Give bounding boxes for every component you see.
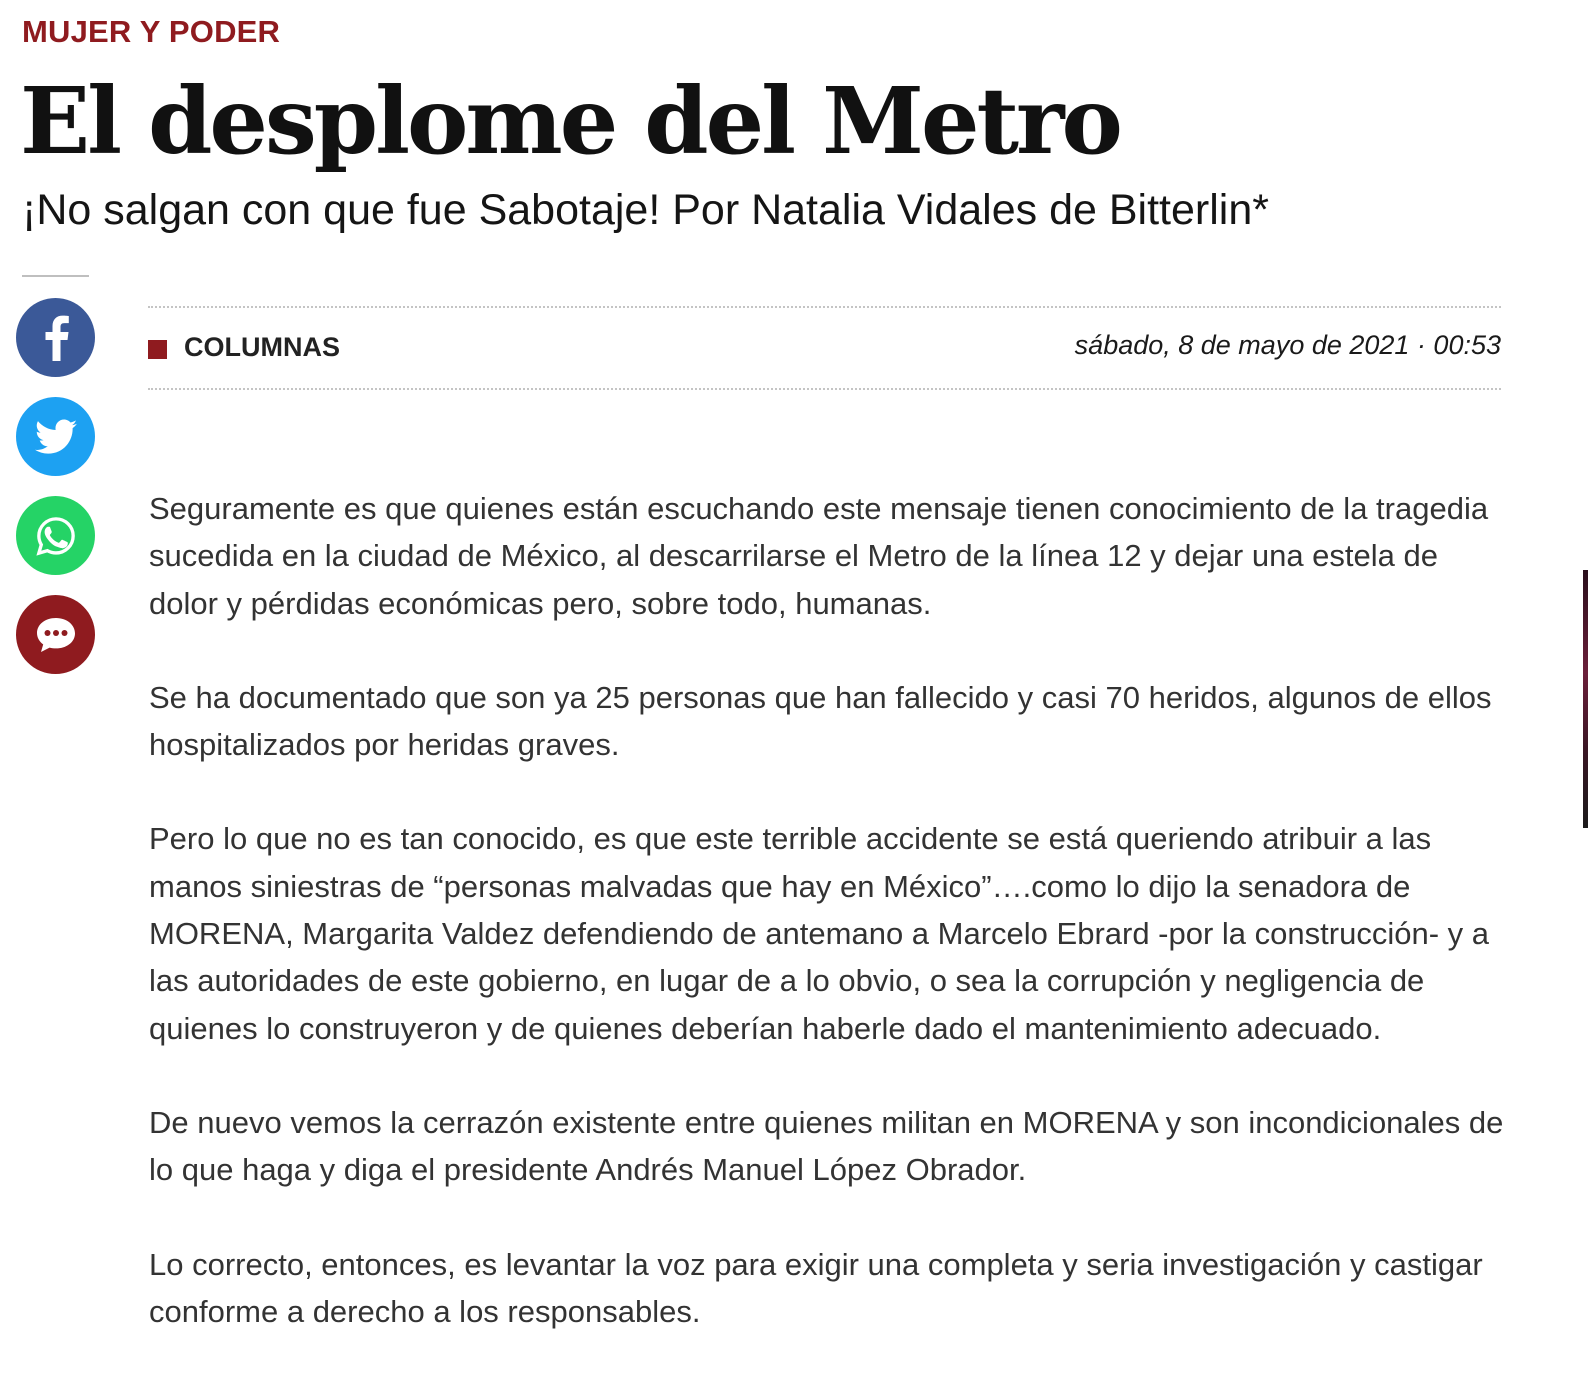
section-marker (148, 340, 167, 359)
article-paragraph: Seguramente es que quienes están escuchando este mensaje tienen conocimiento de la tragedia sucedida en la ciudad de México, al descarrilarse el Metro de la línea 12 y dejar una estela de dolor y pérdidas económicas pero, sobre todo, humanas. (149, 491, 1489, 621)
side-banner-edge (1583, 570, 1588, 828)
share-whatsapp-button[interactable] (16, 496, 95, 575)
whatsapp-icon (35, 515, 77, 557)
publish-timestamp: sábado, 8 de mayo de 2021 · 00:53 (1074, 330, 1501, 360)
facebook-icon (41, 315, 71, 361)
article-kicker[interactable]: MUJER Y PODER (22, 14, 281, 49)
share-facebook-button[interactable] (16, 298, 95, 377)
twitter-icon (35, 419, 77, 455)
section-link-columnas[interactable]: COLUMNAS (184, 332, 340, 362)
article-body (149, 485, 1509, 1375)
article-meta-bar (148, 306, 1501, 390)
article-paragraph: Pero lo que no es tan conocido, es que este terrible accidente se está queriendo atribuir a las manos siniestras de “personas malvadas que hay en México”….como lo dijo la senadora de MORENA, Margarita Valdez defendiendo de antemano a Marcelo Ebrard -por la construcción- y a las autoridades de este gobierno, en lugar de a lo obvio, o sea la corrupción y negligencia de quienes lo construyeron y de quienes deberían haberle dado el mantenimiento adecuado. (149, 821, 1489, 1046)
article-paragraph: Se ha documentado que son ya 25 personas que han fallecido y casi 70 heridos, algunos de ellos hospitalizados por heridas graves. (149, 679, 1492, 763)
article-paragraph: De nuevo vemos la cerrazón existente entre quienes militan en MORENA y son incondicionales de lo que haga y diga el presidente Andrés Manuel López Obrador. (149, 1104, 1504, 1188)
article-paragraph: Lo correcto, entonces, es levantar la voz para exigir una completa y seria investigación y castigar conforme a derecho a los responsables. (149, 1246, 1483, 1329)
title-divider (22, 275, 89, 277)
article-subtitle: ¡No salgan con que fue Sabotaje! Por Natalia Vidales de Bitterlin* (22, 186, 1269, 234)
comments-icon (34, 615, 78, 655)
article-headline: El desplome del Metro (20, 67, 1120, 175)
share-twitter-button[interactable] (16, 397, 95, 476)
share-comments-button[interactable] (16, 595, 95, 674)
